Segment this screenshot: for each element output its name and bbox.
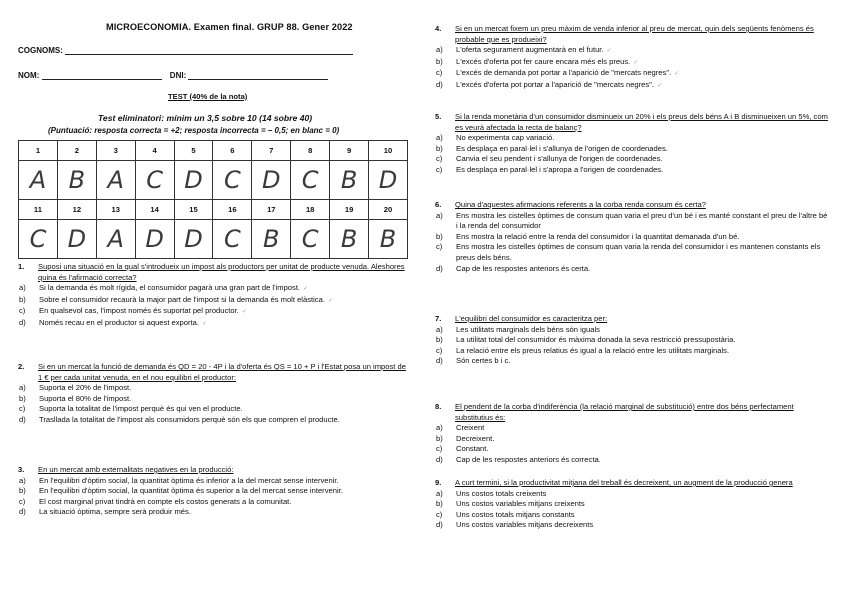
option-label: Uns costos totals creixents bbox=[456, 488, 547, 498]
answer-option[interactable] bbox=[435, 57, 830, 69]
handwritten-mark: ✓ bbox=[303, 285, 309, 293]
option-label: L'excés d'oferta pot fer caure encara més els preus. bbox=[456, 56, 631, 66]
option-text bbox=[456, 499, 830, 510]
dni-label: DNI: bbox=[169, 71, 187, 80]
grid-number: 1 bbox=[19, 141, 58, 161]
option-letter: b) bbox=[436, 231, 443, 241]
option-letter: d) bbox=[436, 356, 443, 366]
option-text bbox=[456, 346, 830, 357]
option-label: Suporta la totalitat de l'impost perquè és qui ven el producte. bbox=[39, 404, 243, 414]
option-letter: a) bbox=[19, 475, 26, 485]
option-text bbox=[456, 520, 830, 531]
answer-option[interactable] bbox=[435, 444, 830, 455]
question-block bbox=[435, 478, 830, 531]
option-text bbox=[456, 68, 830, 80]
handwritten-mark: ✓ bbox=[674, 70, 680, 78]
nom-field[interactable] bbox=[18, 71, 328, 80]
option-letter: b) bbox=[436, 335, 443, 345]
question-header bbox=[435, 24, 830, 45]
option-letter: a) bbox=[436, 45, 443, 55]
answer-cell[interactable]: D bbox=[174, 220, 213, 259]
nom-line bbox=[42, 71, 162, 80]
question-text: L'equilibri del consumidor es caracteritza per: bbox=[455, 314, 608, 323]
option-label: No experimenta cap variació. bbox=[456, 133, 555, 143]
answer-option[interactable] bbox=[18, 295, 408, 307]
grid-number: 2 bbox=[57, 141, 96, 161]
option-text bbox=[456, 423, 830, 434]
option-letter: d) bbox=[436, 520, 443, 530]
answer-cell[interactable]: C bbox=[213, 161, 252, 200]
option-label: Només recau en el productor si aquest exporta. bbox=[39, 317, 199, 327]
option-letter: a) bbox=[436, 133, 443, 143]
option-text bbox=[456, 356, 830, 367]
handwritten-mark: ✓ bbox=[327, 296, 333, 304]
question-number: 4. bbox=[435, 24, 442, 33]
answer-option[interactable] bbox=[435, 335, 830, 346]
grid-number: 17 bbox=[252, 200, 291, 220]
option-text bbox=[456, 264, 830, 275]
answer-cell[interactable]: B bbox=[330, 220, 369, 259]
puntuacio-text: (Puntuació: resposta correcta = +2; resposta incorrecta = – 0,5; en blanc = 0) bbox=[48, 126, 340, 135]
option-text bbox=[456, 434, 830, 445]
option-text bbox=[456, 165, 830, 176]
option-text bbox=[456, 80, 830, 92]
answer-option[interactable] bbox=[435, 434, 830, 445]
option-text bbox=[456, 510, 830, 521]
answer-option[interactable] bbox=[18, 507, 408, 518]
option-label: L'excés d'oferta pot portar a l'aparició de "mercats negres". bbox=[456, 79, 654, 89]
answer-cell[interactable]: C bbox=[213, 220, 252, 259]
question-block bbox=[435, 402, 830, 466]
option-letter: b) bbox=[436, 56, 443, 66]
answer-option[interactable] bbox=[435, 68, 830, 80]
question-block bbox=[435, 112, 830, 176]
answer-option[interactable] bbox=[18, 318, 408, 330]
cognoms-label: COGNOMS: bbox=[18, 46, 63, 55]
option-text bbox=[39, 383, 408, 394]
option-label: Es desplaça en paral·lel i s'allunya de l'origen de coordenades. bbox=[456, 143, 668, 153]
grid-number: 7 bbox=[252, 141, 291, 161]
question-number: 5. bbox=[435, 112, 442, 121]
option-label: Uns costos variables mitjans creixents bbox=[456, 499, 585, 509]
option-letter: a) bbox=[436, 488, 443, 498]
option-text bbox=[456, 133, 830, 144]
handwritten-mark: ✓ bbox=[657, 81, 663, 89]
dni-line bbox=[188, 71, 328, 80]
question-block bbox=[435, 24, 830, 92]
exam-title: MICROECONOMIA. Examen final. GRUP 88. Gener 2022 bbox=[106, 22, 353, 32]
grid-number: 15 bbox=[174, 200, 213, 220]
option-letter: a) bbox=[436, 324, 443, 334]
option-letter: b) bbox=[436, 433, 443, 443]
grid-number: 6 bbox=[213, 141, 252, 161]
cognoms-field[interactable] bbox=[18, 46, 353, 55]
option-letter: c) bbox=[436, 164, 443, 174]
option-text bbox=[456, 242, 830, 263]
option-text bbox=[456, 57, 830, 69]
option-text bbox=[39, 497, 408, 508]
option-label: La utilitat total del consumidor és màxima donada la seva restricció pressupostària. bbox=[456, 335, 736, 345]
answer-option[interactable] bbox=[435, 510, 830, 521]
cognoms-line bbox=[65, 46, 353, 55]
option-letter: c) bbox=[19, 306, 26, 316]
option-text bbox=[39, 476, 408, 487]
answer-option[interactable] bbox=[18, 476, 408, 487]
grid-number: 13 bbox=[96, 200, 135, 220]
answer-option[interactable] bbox=[435, 80, 830, 92]
option-text bbox=[39, 486, 408, 497]
answer-option[interactable] bbox=[435, 489, 830, 500]
option-letter: a) bbox=[436, 210, 443, 220]
question-number: 6. bbox=[435, 200, 442, 209]
option-text bbox=[456, 154, 830, 165]
question-block bbox=[18, 362, 408, 426]
answer-cell[interactable]: C bbox=[291, 161, 330, 200]
answer-cell[interactable]: C bbox=[19, 220, 58, 259]
answer-option[interactable] bbox=[435, 455, 830, 466]
question-block bbox=[435, 314, 830, 367]
handwritten-mark: ✓ bbox=[633, 58, 639, 66]
answer-cell[interactable]: B bbox=[57, 161, 96, 200]
grid-number: 5 bbox=[174, 141, 213, 161]
answer-option[interactable] bbox=[435, 356, 830, 367]
answer-option[interactable] bbox=[435, 423, 830, 434]
option-text bbox=[39, 404, 408, 415]
answer-option[interactable] bbox=[435, 264, 830, 275]
option-label: Les utilitats marginals dels béns són iguals bbox=[456, 324, 600, 334]
grid-number: 16 bbox=[213, 200, 252, 220]
answer-cell[interactable]: D bbox=[252, 161, 291, 200]
option-label: Són certes b i c. bbox=[456, 356, 511, 366]
grid-number: 9 bbox=[330, 141, 369, 161]
question-text: Si en un mercat fixem un preu màxim de venda inferior al preu de mercat, quin dels següents fenòmens és probable que es produeixi? bbox=[455, 24, 814, 44]
answer-option[interactable] bbox=[18, 497, 408, 508]
option-label: Si la demanda és molt rígida, el consumidor pagarà una gran part de l'impost. bbox=[39, 283, 301, 293]
option-letter: c) bbox=[436, 68, 443, 78]
option-label: En qualsevol cas, l'impost només és suportat pel productor. bbox=[39, 306, 239, 316]
grid-number: 14 bbox=[135, 200, 174, 220]
answer-cell[interactable]: D bbox=[369, 161, 408, 200]
grid-number: 18 bbox=[291, 200, 330, 220]
option-text bbox=[39, 318, 408, 330]
answer-cell[interactable]: B bbox=[369, 220, 408, 259]
option-label: El cost marginal privat tindrà en compte els costos generats a la comunitat. bbox=[39, 496, 292, 506]
option-label: Uns costos variables mitjans decreixents bbox=[456, 520, 594, 530]
answer-cell[interactable]: C bbox=[291, 220, 330, 259]
question-text: El pendent de la corba d'indiferència (la relació marginal de substitució) entre dos béns perfectament substitutius és: bbox=[455, 402, 794, 422]
question-header bbox=[435, 200, 830, 211]
option-text bbox=[456, 489, 830, 500]
option-text bbox=[456, 144, 830, 155]
answer-cell[interactable]: A bbox=[96, 220, 135, 259]
option-label: L'oferta segurament augmentarà en el futur. bbox=[456, 45, 604, 55]
question-number: 9. bbox=[435, 478, 442, 487]
option-text bbox=[456, 211, 830, 232]
option-text bbox=[456, 45, 830, 57]
option-label: Canvia el seu pendent i s'allunya de l'origen de coordenades. bbox=[456, 154, 663, 164]
grid-row-answers-2 bbox=[19, 220, 408, 259]
question-block bbox=[435, 200, 830, 274]
question-header bbox=[18, 362, 408, 383]
grid-row-answers-1 bbox=[19, 161, 408, 200]
answer-option[interactable] bbox=[435, 211, 830, 232]
answer-cell[interactable]: D bbox=[174, 161, 213, 200]
option-label: Constant. bbox=[456, 444, 489, 454]
option-label: La situació òptima, sempre serà produir més. bbox=[39, 507, 191, 517]
option-label: Cap de les respostes anteriors és certa. bbox=[456, 263, 591, 273]
option-letter: c) bbox=[436, 154, 443, 164]
question-header bbox=[435, 112, 830, 133]
option-text bbox=[39, 306, 408, 318]
option-text bbox=[39, 394, 408, 405]
grid-number: 3 bbox=[96, 141, 135, 161]
answer-cell[interactable]: D bbox=[135, 220, 174, 259]
option-label: Es desplaça en paral·lel i s'apropa a l'origen de coordenades. bbox=[456, 164, 664, 174]
question-block bbox=[18, 465, 408, 518]
question-number: 8. bbox=[435, 402, 442, 411]
option-text bbox=[39, 283, 408, 295]
handwritten-mark: ✓ bbox=[606, 47, 612, 55]
question-text: A curt termini, si la productivitat mitjana del treball és decreixent, un augment de la producció genera bbox=[455, 478, 793, 487]
answer-option[interactable] bbox=[435, 165, 830, 176]
option-text bbox=[39, 415, 408, 426]
option-label: En l'equilibri d'òptim social, la quantitat òptima és inferior a la del mercat sense intervenir. bbox=[39, 475, 339, 485]
option-label: Decreixent. bbox=[456, 433, 495, 443]
answer-option[interactable] bbox=[18, 415, 408, 426]
option-text bbox=[456, 335, 830, 346]
option-letter: a) bbox=[19, 283, 26, 293]
grid-number: 19 bbox=[330, 200, 369, 220]
grid-number: 20 bbox=[369, 200, 408, 220]
grid-number: 4 bbox=[135, 141, 174, 161]
grid-number: 8 bbox=[291, 141, 330, 161]
option-label: Ens mostra la relació entre la renda del consumidor i la quantitat demanada d'un bé. bbox=[456, 231, 740, 241]
option-letter: c) bbox=[436, 444, 443, 454]
grid-row-numbers-1 bbox=[19, 141, 408, 161]
option-letter: c) bbox=[436, 509, 443, 519]
option-letter: c) bbox=[436, 345, 443, 355]
answer-option[interactable] bbox=[435, 45, 830, 57]
answer-option[interactable] bbox=[435, 232, 830, 243]
answer-option[interactable] bbox=[435, 133, 830, 144]
option-text bbox=[456, 455, 830, 466]
answer-option[interactable] bbox=[18, 394, 408, 405]
answer-option[interactable] bbox=[435, 242, 830, 263]
question-text: Suposi una situació en la qual s'introdueix un impost als productors per unitat de producte venuda. Aleshores quina és l'afirmació correcta? bbox=[38, 262, 405, 282]
handwritten-mark: ✓ bbox=[201, 319, 208, 327]
answer-cell[interactable]: B bbox=[330, 161, 369, 200]
option-label: Cap de les respostes anteriors és correcta. bbox=[456, 454, 601, 464]
option-letter: a) bbox=[19, 383, 26, 393]
answer-option[interactable] bbox=[435, 325, 830, 336]
option-label: L'excés de demanda pot portar a l'aparició de "mercats negres". bbox=[456, 68, 672, 78]
option-label: La relació entre els preus relatius és igual a la relació entre les utilitats marginals. bbox=[456, 345, 730, 355]
question-header bbox=[18, 465, 408, 476]
option-text bbox=[456, 232, 830, 243]
option-letter: c) bbox=[436, 242, 443, 252]
answer-cell[interactable]: D bbox=[57, 220, 96, 259]
answer-cell[interactable]: A bbox=[96, 161, 135, 200]
option-letter: d) bbox=[436, 263, 443, 273]
answer-option[interactable] bbox=[18, 283, 408, 295]
answer-option[interactable] bbox=[435, 154, 830, 165]
option-label: Sobre el consumidor recaurà la major part de l'impost si la demanda és molt elàstica. bbox=[39, 294, 325, 304]
question-header bbox=[18, 262, 408, 283]
option-label: Ens mostra les cistelles òptimes de consum quan varia el preu d'un bé i es manté constant el preu de l'altre bé i la renda del consumidor bbox=[456, 210, 828, 231]
question-number: 7. bbox=[435, 314, 442, 323]
option-label: Creixent bbox=[456, 423, 485, 433]
option-letter: b) bbox=[436, 143, 443, 153]
answer-option[interactable] bbox=[435, 346, 830, 357]
option-letter: c) bbox=[19, 404, 26, 414]
option-label: Suporta el 80% de l'impost. bbox=[39, 393, 132, 403]
option-letter: d) bbox=[19, 317, 26, 327]
grid-number: 12 bbox=[57, 200, 96, 220]
option-text bbox=[39, 295, 408, 307]
question-text: Quina d'aquestes afirmacions referents a la corba renda consum és certa? bbox=[455, 200, 706, 209]
option-letter: a) bbox=[436, 423, 443, 433]
eliminatori-text: Test eliminatori: mínim un 3,5 sobre 10 (14 sobre 40) bbox=[98, 113, 313, 123]
option-letter: d) bbox=[436, 454, 443, 464]
option-letter: d) bbox=[19, 507, 26, 517]
option-text bbox=[456, 444, 830, 455]
question-text: Si la renda monetària d'un consumidor disminueix un 20% i els preus dels béns A i B disminueixen un 5%, com es veurà afectada la recta de balanç? bbox=[455, 112, 828, 132]
option-letter: c) bbox=[19, 496, 26, 506]
answer-cell[interactable]: B bbox=[252, 220, 291, 259]
answer-option[interactable] bbox=[18, 383, 408, 394]
answer-option[interactable] bbox=[18, 404, 408, 415]
grid-number: 10 bbox=[369, 141, 408, 161]
option-text bbox=[456, 325, 830, 336]
option-label: Suporta el 20% de l'impost. bbox=[39, 383, 132, 393]
question-text: En un mercat amb externalitats negatives en la producció: bbox=[38, 465, 234, 474]
option-letter: b) bbox=[436, 499, 443, 509]
question-header bbox=[435, 402, 830, 423]
answer-option[interactable] bbox=[435, 520, 830, 531]
option-label: Uns costos totals mitjans constants bbox=[456, 509, 575, 519]
handwritten-mark: ✓ bbox=[241, 308, 247, 316]
question-text: Si en un mercat la funció de demanda és QD = 20 - 4P i la d'oferta és QS = 10 + P i l'Estat posa un impost de 1 € per cada unitat venuda, en el nou equilibri el productor: bbox=[38, 362, 406, 382]
answer-grid bbox=[18, 140, 408, 259]
answer-option[interactable] bbox=[18, 486, 408, 497]
question-header bbox=[435, 478, 830, 489]
test-label: TEST (40% de la nota) bbox=[168, 92, 248, 101]
option-letter: b) bbox=[19, 294, 26, 304]
option-text bbox=[39, 507, 408, 518]
answer-option[interactable] bbox=[18, 306, 408, 318]
question-number: 3. bbox=[18, 465, 25, 474]
option-label: Trasllada la totalitat de l'impost als consumidors perquè són els que compren el producte. bbox=[39, 414, 340, 424]
answer-cell[interactable]: C bbox=[135, 161, 174, 200]
question-header bbox=[435, 314, 830, 325]
nom-label: NOM: bbox=[18, 71, 40, 80]
option-label: En l'equilibri d'òptim social, la quantitat òptima és superior a la del mercat sense intervenir. bbox=[39, 486, 343, 496]
option-letter: b) bbox=[19, 486, 26, 496]
grid-row-numbers-2 bbox=[19, 200, 408, 220]
grid-number: 11 bbox=[19, 200, 58, 220]
answer-option[interactable] bbox=[435, 499, 830, 510]
option-letter: d) bbox=[436, 79, 443, 89]
question-number: 2. bbox=[18, 362, 25, 371]
option-letter: d) bbox=[19, 414, 26, 424]
question-number: 1. bbox=[18, 262, 25, 271]
option-label: Ens mostra les cistelles òptimes de consum quan varia la renda del consumidor i es mantenen constants els preus dels béns. bbox=[456, 242, 821, 262]
question-block bbox=[18, 262, 408, 330]
option-letter: b) bbox=[19, 393, 26, 403]
answer-option[interactable] bbox=[435, 144, 830, 155]
answer-cell[interactable]: A bbox=[19, 161, 58, 200]
